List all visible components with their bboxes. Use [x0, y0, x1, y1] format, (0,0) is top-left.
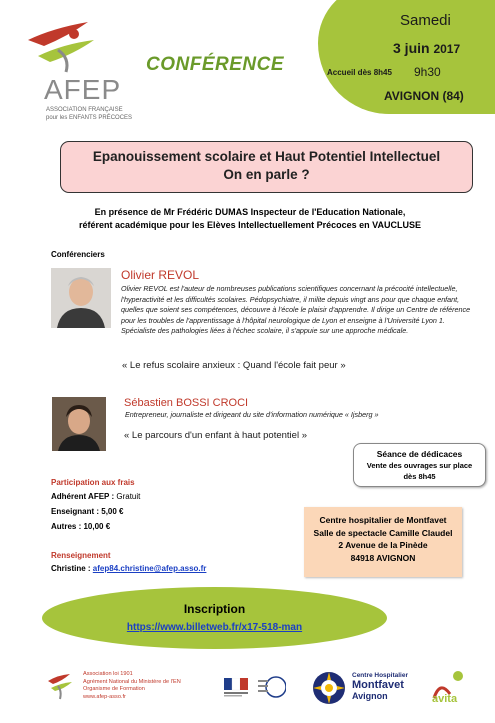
inscription-link[interactable]: https://www.billetweb.fr/x17-518-man [126, 622, 303, 633]
presence-text: En présence de Mr Frédéric DUMAS Inspecteur de l'Education Nationale, référent académique pour les Elèves Intellectuellement Précoces en VAUCLUSE [79, 207, 421, 230]
speaker-bio-bossi-croci: Entrepreneur, journaliste et dirigeant du site d'information numérique « Ijsberg » [125, 410, 379, 419]
event-accueil: Accueil dès 8h45 [327, 68, 392, 77]
contact-email-link[interactable]: afep84.christine@afep.asso.fr [92, 564, 207, 573]
title-line-2: On en parle ? [223, 167, 310, 182]
person-icon [51, 268, 111, 328]
inscription-heading: Inscription [183, 602, 246, 616]
hospital-logo-icon [311, 670, 347, 706]
speakers-label: Conférenciers [51, 250, 105, 259]
frais-item: Adhérent AFEP : Gratuit [51, 492, 141, 501]
avita-logo-icon [428, 668, 470, 706]
event-time: 9h30 [414, 65, 441, 79]
event-date: 3 juin 2017 [393, 40, 461, 56]
speaker-talk-bossi-croci: « Le parcours d'un enfant à haut potentiel » [124, 430, 307, 441]
person-icon [52, 397, 106, 451]
dedicace-box: Séance de dédicaces Vente des ouvrages sur place dès 8h45 [353, 443, 486, 487]
education-logo-icon [256, 674, 286, 700]
title-box [60, 141, 473, 193]
contact-heading: Renseignement [51, 551, 111, 560]
frais-item: Enseignant : 5,00 € [51, 507, 124, 516]
svg-text:avita: avita [432, 693, 458, 705]
org-name: AFEP [44, 74, 122, 105]
frais-heading: Participation aux frais [51, 478, 135, 487]
speaker-talk-revol: « Le refus scolaire anxieux : Quand l'école fait peur » [122, 360, 346, 371]
event-city: AVIGNON (84) [384, 89, 464, 103]
inscription-banner [42, 587, 387, 649]
venue-box: Centre hospitalier de Montfavet Salle de spectacle Camille Claudel 2 Avenue de la Pinède 84918 AVIGNON [304, 507, 462, 577]
republique-francaise-logo-icon [224, 678, 248, 698]
afep-small-logo-icon [44, 671, 76, 703]
event-type: CONFÉRENCE [146, 54, 285, 75]
frais-item: Autres : 10,00 € [51, 522, 111, 531]
speaker-bio-revol: Olivier REVOL est l'auteur de nombreuses publications scientifiques concernant la précocité intellectuelle, l'hyperactivité et les difficultés scolaires. Pédopsychiatre, il milite depuis vingt ans pour que chaque enfant, quelles que soient ses compétences, découvre à l'école le plaisir d'apprendre. Il dirige un Centre de référence pour les troubles de l'apprentissage à l'hôpital neurologique de Lyon et enseigne à l'Université Lyon 1. Spécialiste des pathologies liées à l'échec scolaire, il s'appuie sur une approche médicale. [121, 284, 471, 335]
hospital-name: Centre Hospitalier Montfavet Avignon [352, 672, 408, 701]
speaker-name-bossi-croci: Sébastien BOSSI CROCI [124, 397, 249, 409]
speaker-photo-bossi-croci [52, 397, 106, 451]
speaker-photo-revol [51, 268, 111, 328]
event-day: Samedi [400, 12, 451, 29]
title-line-1: Epanouissement scolaire et Haut Potentiel Intellectuel [92, 149, 441, 164]
org-subtitle: ASSOCIATION FRANÇAISE pour les ENFANTS PRÉCOCES [46, 107, 133, 121]
speaker-name-revol: Olivier REVOL [121, 268, 200, 282]
footer-org-info: Association loi 1901 Agrément National du Ministère de l'EN Organisme de Formation www.afep-asso.fr [83, 671, 181, 700]
contact-line: Christine : afep84.christine@afep.asso.fr [51, 564, 207, 573]
